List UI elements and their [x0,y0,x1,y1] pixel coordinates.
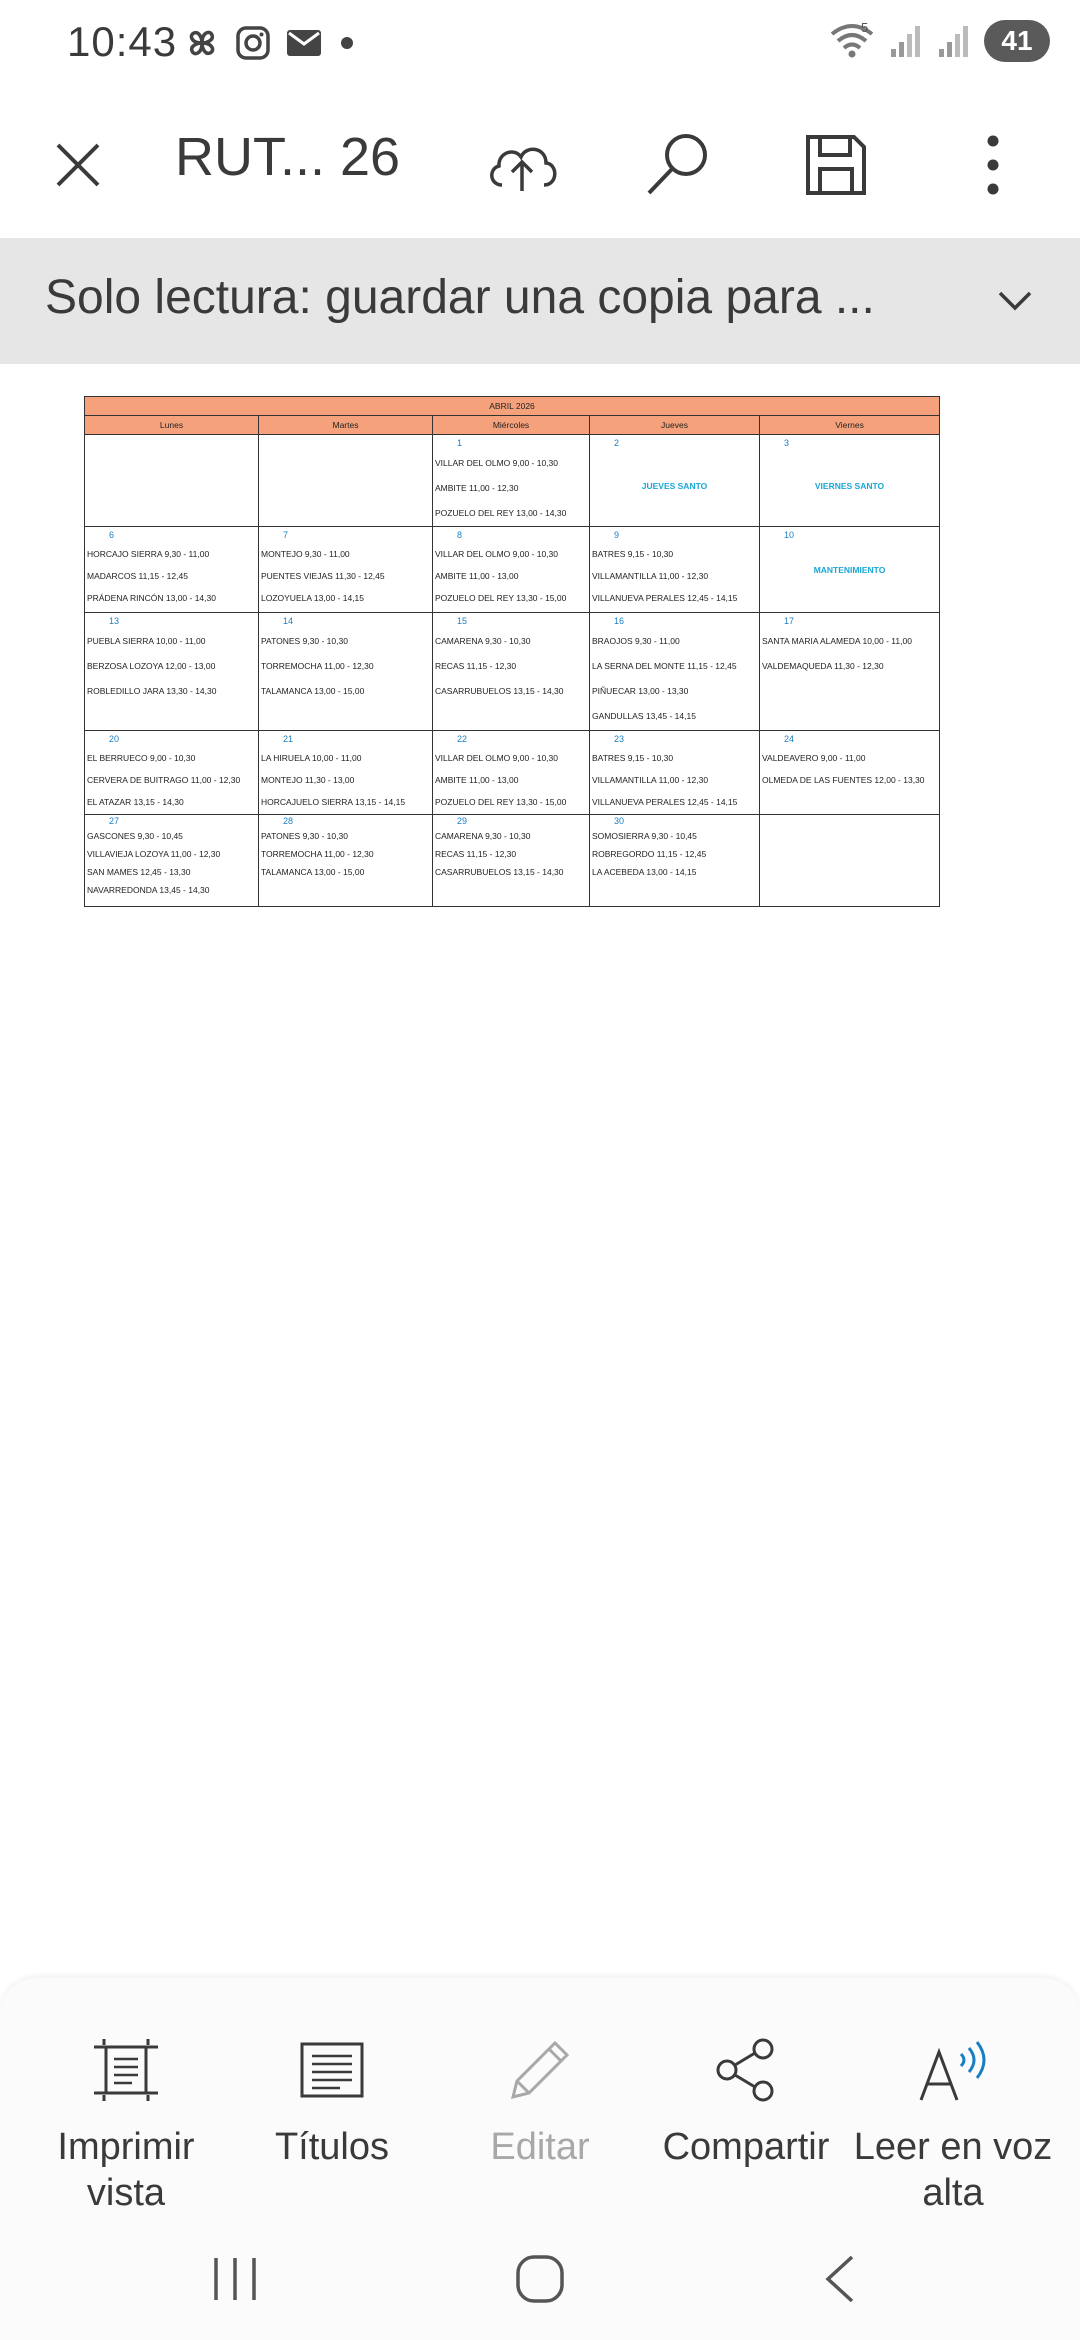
read-aloud-icon [913,2030,993,2110]
route-entry: CASARRUBUELOS 13,15 - 14,30 [435,686,564,696]
day-number: 6 [109,530,115,540]
svg-text:5: 5 [861,20,869,35]
route-entry: SANTA MARIA ALAMEDA 10,00 - 11,00 [762,636,912,646]
route-entry: LOZOYUELA 13,00 - 14,15 [261,593,365,603]
route-entry: VILLAR DEL OLMO 9,00 - 10,30 [435,753,558,763]
banner-expand-button[interactable] [980,266,1050,336]
route-entry: PATONES 9,30 - 10,30 [261,636,348,646]
route-entry: BATRES 9,15 - 10,30 [592,549,674,559]
route-entry: VILLAMANTILLA 11,00 - 12,30 [592,571,709,581]
route-entry: VALDEMAQUEDA 11,30 - 12,30 [762,661,884,671]
calendar-cell-empty [85,435,259,527]
share-button[interactable] [646,2030,846,2170]
weekday-header: Miércoles [433,416,590,435]
calendar-cell [760,731,940,815]
route-entry: LA SERNA DEL MONTE 11,15 - 12,45 [592,661,737,671]
holiday-label: VIERNES SANTO [814,481,885,491]
home-icon [514,2253,566,2305]
calendar-week-row [85,527,940,613]
document-viewer[interactable] [0,364,1080,1974]
calendar-cell [590,527,760,613]
day-number: 2 [614,438,620,448]
read-aloud-button[interactable] [853,2030,1053,2216]
close-icon [53,140,103,190]
route-entry: EL ATAZAR 13,15 - 14,30 [87,797,184,807]
day-number: 24 [784,734,795,744]
calendar-cell [760,435,940,527]
calendar-cell [85,815,259,907]
more-options-button[interactable] [943,115,1043,215]
day-number: 13 [109,616,120,626]
save-button[interactable] [786,115,886,215]
route-entry: HORCAJO SIERRA 9,30 - 11,00 [87,549,210,559]
calendar-cell [259,613,433,731]
calendar-cell-empty [760,815,940,907]
route-entry: OLMEDA DE LAS FUENTES 12,00 - 13,30 [762,775,925,785]
route-entry: POZUELO DEL REY 13,30 - 15,00 [435,593,567,603]
route-entry: CERVERA DE BUITRAGO 11,00 - 12,30 [87,775,241,785]
calendar-month: ABRIL 2026 [85,397,940,416]
route-entry: BATRES 9,15 - 10,30 [592,753,674,763]
pinwheel-icon [183,24,221,62]
route-entry: MONTEJO 9,30 - 11,00 [261,549,350,559]
day-number: 29 [457,816,468,826]
calendar-week-row [85,613,940,731]
route-entry: PRÁDENA RINCÓN 13,00 - 14,30 [87,593,216,603]
calendar-cell [760,613,940,731]
calendar-week-row [85,731,940,815]
route-entry: TORREMOCHA 11,00 - 12,30 [261,849,374,859]
route-entry: CASARRUBUELOS 13,15 - 14,30 [435,867,564,877]
route-entry: NAVARREDONDA 13,45 - 14,30 [87,885,210,895]
calendar-cell [590,435,760,527]
route-entry: SOMOSIERRA 9,30 - 10,45 [592,831,697,841]
route-entry: HORCAJUELO SIERRA 13,15 - 14,15 [261,797,406,807]
search-button[interactable] [628,115,728,215]
back-button[interactable] [800,2246,880,2312]
holiday-label: JUEVES SANTO [641,481,708,491]
day-number: 7 [283,530,289,540]
headings-button[interactable] [232,2030,432,2170]
day-number: 16 [614,616,625,626]
system-navigation-bar [0,2218,1080,2340]
status-system-icons [828,20,1050,62]
route-entry: BERZOSA LOZOYA 12,00 - 13,00 [87,661,216,671]
calendar-cell-empty [259,435,433,527]
day-number: 23 [614,734,625,744]
calendar-week-row [85,435,940,527]
route-entry: TORREMOCHA 11,00 - 12,30 [261,661,374,671]
route-entry: ROBREGORDO 11,15 - 12,45 [592,849,707,859]
read-only-banner[interactable] [0,238,1080,364]
dot-icon [337,33,357,53]
calendar-cell [433,731,590,815]
calendar-cell [85,527,259,613]
edit-pencil-icon [500,2030,580,2110]
calendar-cell [760,527,940,613]
route-entry: CAMARENA 9,30 - 10,30 [435,636,531,646]
route-entry: PUEBLA SIERRA 10,00 - 11,00 [87,636,206,646]
route-entry: PATONES 9,30 - 10,30 [261,831,348,841]
route-entry: AMBITE 11,00 - 12,30 [435,483,519,493]
route-entry: RECAS 11,15 - 12,30 [435,849,517,859]
search-icon [643,130,713,200]
calendar-cell [85,731,259,815]
read-only-message: Solo lectura: guardar una copia para ... [45,271,875,324]
day-number: 10 [784,530,795,540]
day-number: 30 [614,816,625,826]
calendar-cell [590,815,760,907]
headings-icon [292,2030,372,2110]
calendar-cell [433,435,590,527]
route-entry: CAMARENA 9,30 - 10,30 [435,831,531,841]
route-entry: TALAMANCA 13,00 - 15,00 [261,867,365,877]
calendar-cell [590,613,760,731]
route-entry: VILLAR DEL OLMO 9,00 - 10,30 [435,458,558,468]
print-view-icon [86,2030,166,2110]
route-entry: GANDULLAS 13,45 - 14,15 [592,711,696,721]
route-entry: MADARCOS 11,15 - 12,45 [87,571,188,581]
route-entry: VILLANUEVA PERALES 12,45 - 14,15 [592,593,738,603]
calendar-cell [259,731,433,815]
route-entry: VILLAMANTILLA 11,00 - 12,30 [592,775,709,785]
more-vert-icon [983,133,1003,197]
bottom-action-bar [0,1978,1080,2218]
signal-icon [936,23,972,59]
document-toolbar [0,90,1080,238]
route-entry: POZUELO DEL REY 13,30 - 15,00 [435,797,567,807]
chevron-down-icon [997,290,1033,312]
edit-label: Editar [490,2126,590,2168]
route-entry: ROBLEDILLO JARA 13,30 - 14,30 [87,686,217,696]
day-number: 14 [283,616,294,626]
status-time: 10:43 [67,18,178,65]
route-entry: VILLAR DEL OLMO 9,00 - 10,30 [435,549,558,559]
day-number: 17 [784,616,795,626]
route-entry: GASCONES 9,30 - 10,45 [87,831,183,841]
day-number: 27 [109,816,120,826]
day-number: 8 [457,530,463,540]
signal-icon [888,23,924,59]
day-number: 1 [457,438,463,448]
calendar-cell [590,731,760,815]
route-entry: RECAS 11,15 - 12,30 [435,661,517,671]
calendar-cell [433,613,590,731]
print-view-label: Imprimir vista [57,2126,195,2214]
route-entry: LA ACEBEDA 13,00 - 14,15 [592,867,697,877]
route-entry: PIÑUECAR 13,00 - 13,30 [592,686,689,696]
route-entry: SAN MAMES 12,45 - 13,30 [87,867,191,877]
day-number: 22 [457,734,468,744]
route-entry: MONTEJO 11,30 - 13,00 [261,775,355,785]
read-aloud-label: Leer en voz alta [853,2126,1053,2214]
home-button[interactable] [500,2246,580,2312]
maintenance-label: MANTENIMIENTO [813,565,886,575]
recent-apps-icon [210,2256,260,2302]
route-entry: LA HIRUELA 10,00 - 11,00 [261,753,362,763]
route-entry: BRAOJOS 9,30 - 11,00 [592,636,680,646]
day-number: 15 [457,616,468,626]
save-icon [804,133,868,197]
wifi-icon [828,20,876,62]
upload-button[interactable] [472,115,572,215]
calendar-cell [259,527,433,613]
calendar-cell [433,527,590,613]
document-page [84,396,939,907]
route-entry: EL BERRUECO 9,00 - 10,30 [87,753,196,763]
route-entry: TALAMANCA 13,00 - 15,00 [261,686,365,696]
weekday-header: Martes [259,416,433,435]
route-entry: AMBITE 11,00 - 13,00 [435,571,519,581]
route-entry: VILLAVIEJA LOZOYA 11,00 - 12,30 [87,849,221,859]
share-label: Compartir [662,2126,830,2168]
day-number: 28 [283,816,294,826]
status-bar [0,0,1080,90]
back-icon [820,2253,860,2305]
calendar-weekday-row [85,416,940,435]
share-icon [706,2030,786,2110]
weekday-header: Jueves [590,416,760,435]
route-entry: VILLANUEVA PERALES 12,45 - 14,15 [592,797,738,807]
calendar-cell [433,815,590,907]
calendar-month-row [85,397,940,416]
status-notification-icons [183,24,357,62]
mail-icon [285,28,323,58]
calendar-week-row [85,815,940,907]
cloud-upload-icon [484,135,560,195]
day-number: 20 [109,734,120,744]
battery-indicator: 41 [984,20,1050,62]
route-entry: PUENTES VIEJAS 11,30 - 12,45 [261,571,385,581]
route-entry: POZUELO DEL REY 13,00 - 14,30 [435,508,567,518]
recent-apps-button[interactable] [195,2246,275,2312]
edit-button[interactable] [440,2030,640,2170]
day-number: 3 [784,438,790,448]
weekday-header: Lunes [85,416,259,435]
document-title: RUT... 26 [175,127,401,187]
close-button[interactable] [28,115,128,215]
print-view-button[interactable] [26,2030,226,2216]
route-entry: VALDEAVERO 9,00 - 11,00 [762,753,866,763]
headings-label: Títulos [274,2126,390,2168]
calendar-table [84,396,940,907]
instagram-icon [235,25,271,61]
calendar-cell [259,815,433,907]
calendar-cell [85,613,259,731]
route-entry: AMBITE 11,00 - 13,00 [435,775,519,785]
weekday-header: Viernes [760,416,940,435]
day-number: 9 [614,530,620,540]
day-number: 21 [283,734,294,744]
